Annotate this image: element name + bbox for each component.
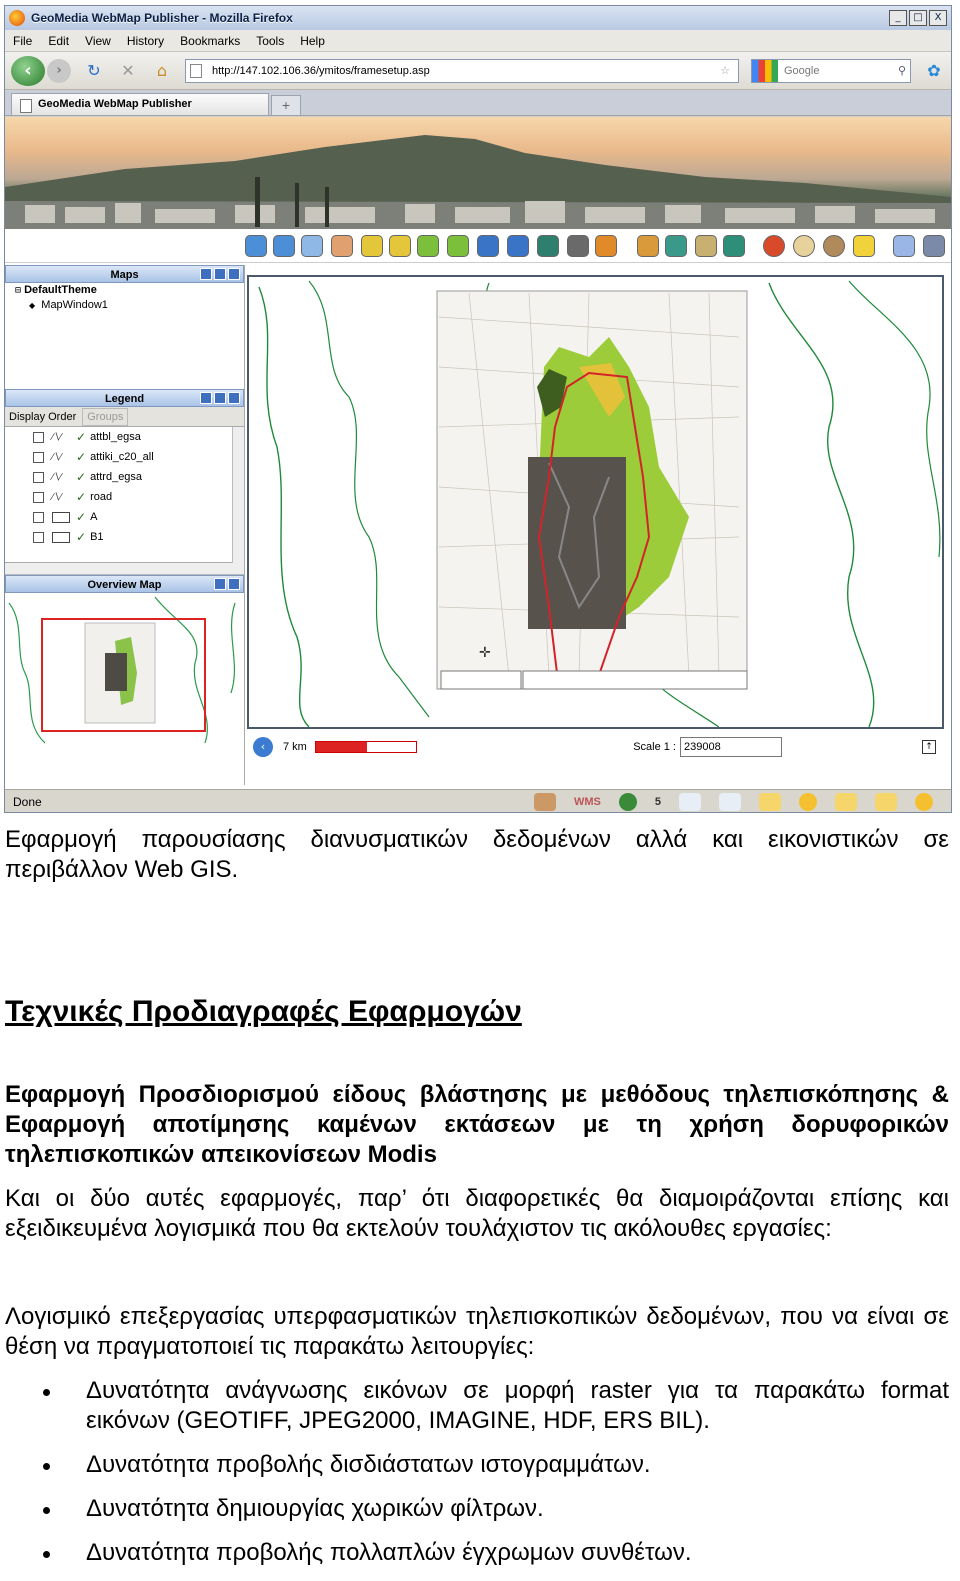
weather-sun-icon[interactable] bbox=[915, 793, 933, 811]
wms-status[interactable]: WMS bbox=[573, 795, 601, 808]
layer-visibility-checkbox[interactable] bbox=[33, 532, 44, 543]
minimize-panel-icon[interactable] bbox=[214, 578, 226, 590]
line-symbol-icon: ∕∖∕ bbox=[52, 491, 62, 503]
search-placeholder: Google bbox=[784, 64, 820, 77]
close-panel-icon[interactable] bbox=[228, 268, 240, 280]
subsection-heading: Εφαρμογή Προσδιορισμού είδους βλάστησης με μεθόδους τηλεπισκόπησης & Εφαρμογή αποτίμησης καμένων εκτάσεων με τη χρήση δορυφορικών τηλεπισκοπικών απεικονίσεων Modis bbox=[5, 1081, 949, 1168]
legend-vertical-scrollbar[interactable] bbox=[232, 427, 244, 563]
paragraph-2: Λογισμικό επεξεργασίας υπερφασματικών τηλεπισκοπικών δεδομένων, που να είναι σε θέση να πραγματοποιεί τις παρακάτω λειτουργίες: bbox=[5, 1303, 949, 1360]
weather-sun-icon[interactable] bbox=[799, 793, 817, 811]
zoom-in-icon[interactable] bbox=[245, 235, 267, 257]
line-symbol-icon: ∕∖∕ bbox=[52, 451, 62, 463]
legend-item-label: attiki_c20_all bbox=[90, 451, 154, 463]
section-heading: Τεχνικές Προδιαγραφές Εφαρμογών bbox=[5, 995, 522, 1028]
legend-panel-buttons bbox=[198, 392, 240, 404]
legend-item[interactable] bbox=[5, 427, 244, 447]
checkmark-icon: ✓ bbox=[76, 430, 87, 444]
url-text: http://147.102.106.36/ymitos/framesetup.asp bbox=[212, 64, 430, 77]
legend-item[interactable] bbox=[5, 467, 244, 487]
maximize-button[interactable]: □ bbox=[909, 10, 927, 26]
zoom-out-icon[interactable] bbox=[273, 235, 295, 257]
home-icon[interactable]: ⌂ bbox=[156, 60, 168, 80]
layer-visibility-checkbox[interactable] bbox=[33, 452, 44, 463]
list-item: Δυνατότητα δημιουργίας χωρικών φίλτρων. bbox=[5, 1494, 949, 1524]
back-button[interactable]: ‹ bbox=[11, 56, 45, 86]
label-icon[interactable] bbox=[893, 235, 915, 257]
export-icon[interactable] bbox=[923, 235, 945, 257]
edit-icon[interactable] bbox=[417, 235, 439, 257]
notes-icon[interactable] bbox=[853, 235, 875, 257]
area-symbol-icon bbox=[52, 512, 70, 523]
menu-view[interactable]: View bbox=[85, 33, 111, 48]
overview-map[interactable] bbox=[5, 593, 244, 753]
legend-list bbox=[5, 427, 244, 563]
legend-item-label: road bbox=[90, 491, 113, 503]
area-symbol-icon bbox=[52, 532, 70, 543]
requirements-list bbox=[5, 1376, 949, 1581]
overview-panel-buttons bbox=[212, 578, 240, 590]
layer-visibility-checkbox[interactable] bbox=[33, 492, 44, 503]
menu-bookmarks[interactable]: Bookmarks bbox=[180, 33, 241, 48]
navigation-toolbar bbox=[5, 52, 951, 90]
legend-panel-title: Legend bbox=[104, 393, 145, 405]
buffer-icon[interactable] bbox=[665, 235, 687, 257]
scroll-up-icon[interactable]: ↑ bbox=[922, 740, 936, 754]
page-icon bbox=[190, 64, 202, 78]
print-icon[interactable] bbox=[567, 235, 589, 257]
browser-screenshot bbox=[4, 5, 952, 813]
scale-bar bbox=[315, 741, 417, 753]
figure-caption: Εφαρμογή παρουσίασης διανυσματικών δεδομένων αλλά και εικονιστικών σε περιβάλλον Web GIS. bbox=[5, 826, 949, 883]
list-item: Δυνατότητα ανάγνωσης εικόνων σε μορφή raster για τα παρακάτω format εικόνων (GEOTIFF, JPEG2000, IMAGINE, HDF, ERS BIL). bbox=[5, 1376, 949, 1436]
search-icon[interactable]: ⚲ bbox=[897, 64, 906, 77]
stop-icon[interactable]: ✕ bbox=[121, 60, 135, 80]
list-item: Δυνατότητα προβολής δισδιάστατων ιστογραμμάτων. bbox=[5, 1450, 949, 1480]
counter-status: 5 bbox=[654, 795, 661, 808]
weather-sun-cloud-icon[interactable] bbox=[835, 793, 857, 811]
theme-pie-icon[interactable] bbox=[823, 235, 845, 257]
theme-globe-icon[interactable] bbox=[793, 235, 815, 257]
checkmark-icon: ✓ bbox=[76, 470, 87, 484]
checkmark-icon: ✓ bbox=[76, 450, 87, 464]
map-window-label: MapWindow1 bbox=[41, 299, 108, 311]
line-symbol-icon: ∕∖∕ bbox=[52, 431, 62, 443]
minimize-panel-icon[interactable] bbox=[200, 268, 212, 280]
layer-visibility-checkbox[interactable] bbox=[33, 432, 44, 443]
checkmark-icon: ✓ bbox=[76, 530, 87, 544]
collapse-icon[interactable]: ⊟ bbox=[15, 285, 22, 296]
weather-cloud-icon[interactable] bbox=[719, 793, 741, 811]
minimize-button[interactable]: _ bbox=[889, 10, 907, 26]
maps-panel-header bbox=[5, 265, 244, 283]
tab-groups[interactable]: Groups bbox=[82, 408, 128, 426]
menu-tools[interactable]: Tools bbox=[256, 33, 285, 48]
layer-visibility-checkbox[interactable] bbox=[33, 512, 44, 523]
clock-icon[interactable] bbox=[619, 793, 637, 811]
status-bar bbox=[5, 789, 951, 813]
legend-item[interactable] bbox=[5, 447, 244, 467]
menu-help[interactable]: Help bbox=[300, 33, 325, 48]
search-box[interactable] bbox=[751, 59, 911, 83]
map-toolbar bbox=[5, 229, 951, 263]
legend-panel-header bbox=[5, 389, 244, 407]
legend-tabs bbox=[5, 407, 244, 427]
measure-icon[interactable] bbox=[637, 235, 659, 257]
list-item: Δυνατότητα προβολής πολλαπλών έγχρωμων συνθέτων. bbox=[5, 1538, 949, 1568]
new-tab-button[interactable]: + bbox=[271, 95, 301, 115]
overview-panel-title: Overview Map bbox=[87, 579, 162, 591]
maps-panel-buttons bbox=[198, 268, 240, 280]
menu-edit[interactable]: Edit bbox=[48, 33, 70, 48]
scale-distance: 7 km bbox=[283, 741, 307, 753]
theme-red-icon[interactable] bbox=[763, 235, 785, 257]
tree-theme[interactable] bbox=[5, 283, 244, 298]
reload-icon[interactable]: ↻ bbox=[87, 60, 101, 80]
mountain-banner-image bbox=[5, 117, 951, 229]
legend-item[interactable] bbox=[5, 527, 244, 547]
legend-item-label: attbl_egsa bbox=[90, 431, 141, 443]
map-frame-icon[interactable] bbox=[723, 235, 745, 257]
svg-text:✛: ✛ bbox=[479, 645, 491, 661]
tab-bar bbox=[5, 90, 951, 116]
addon-status-icon[interactable] bbox=[534, 793, 556, 811]
menu-history[interactable]: History bbox=[126, 33, 165, 48]
restore-panel-icon[interactable] bbox=[214, 268, 226, 280]
legend-item[interactable] bbox=[5, 507, 244, 527]
pan-icon[interactable] bbox=[331, 235, 353, 257]
google-icon bbox=[752, 60, 778, 82]
legend-item-label: A bbox=[90, 511, 98, 523]
checkmark-icon: ✓ bbox=[76, 510, 87, 524]
weather-cloud-icon[interactable] bbox=[679, 793, 701, 811]
maps-panel-body bbox=[5, 313, 244, 389]
restore-panel-icon[interactable] bbox=[214, 392, 226, 404]
theme-label: DefaultTheme bbox=[24, 284, 97, 296]
checkmark-icon: ✓ bbox=[76, 490, 87, 504]
maps-panel-title: Maps bbox=[110, 269, 139, 281]
address-bar[interactable] bbox=[185, 59, 739, 83]
fit-selection-icon[interactable] bbox=[507, 235, 529, 257]
close-button[interactable]: X bbox=[929, 10, 947, 26]
zoom-window-icon[interactable] bbox=[301, 235, 323, 257]
legend-horizontal-scrollbar[interactable] bbox=[5, 563, 244, 575]
main-map[interactable] bbox=[247, 275, 944, 729]
tab-display-order[interactable]: Display Order bbox=[9, 410, 77, 423]
tree-map-window[interactable] bbox=[5, 298, 244, 313]
draw-icon[interactable] bbox=[447, 235, 469, 257]
legend-item[interactable] bbox=[5, 487, 244, 507]
window-titlebar bbox=[5, 6, 951, 30]
previous-view-icon[interactable]: ‹ bbox=[253, 737, 273, 757]
scale-input[interactable]: 239008 bbox=[680, 737, 782, 757]
addon-icon[interactable]: ✿ bbox=[927, 60, 941, 80]
bookmark-star-icon[interactable]: ☆ bbox=[720, 64, 730, 77]
minimize-panel-icon[interactable] bbox=[200, 392, 212, 404]
select-icon[interactable] bbox=[361, 235, 383, 257]
fit-all-icon[interactable] bbox=[477, 235, 499, 257]
forward-button[interactable]: › bbox=[47, 59, 71, 83]
status-text: Done bbox=[13, 794, 42, 809]
search-map-icon[interactable] bbox=[695, 235, 717, 257]
left-panel bbox=[5, 265, 245, 785]
scale-bar-row bbox=[247, 731, 944, 763]
close-panel-icon[interactable] bbox=[228, 392, 240, 404]
legend-item-label: B1 bbox=[90, 531, 104, 543]
legend-item-label: attrd_egsa bbox=[90, 471, 143, 483]
paragraph-1: Και οι δύο αυτές εφαρμογές, παρ’ ότι διαφορετικές θα διαμοιράζονται επίσης και εξειδικευμένα λογισμικά που θα εκτελούν τουλάχιστον τις ακόλουθες εργασίες: bbox=[5, 1185, 949, 1242]
tab-geomedia[interactable]: GeoMedia WebMap Publisher bbox=[11, 93, 269, 115]
overview-panel-header bbox=[5, 575, 244, 593]
layers-icon[interactable] bbox=[537, 235, 559, 257]
webgis-page bbox=[5, 117, 951, 789]
window-title: GeoMedia WebMap Publisher - Mozilla Firefox bbox=[31, 11, 293, 25]
bullet-icon: ◆ bbox=[29, 301, 36, 310]
line-symbol-icon: ∕∖∕ bbox=[52, 471, 62, 483]
weather-sun-cloud-icon[interactable] bbox=[875, 793, 897, 811]
firefox-icon bbox=[9, 10, 25, 26]
weather-sun-cloud-icon[interactable] bbox=[759, 793, 781, 811]
close-panel-icon[interactable] bbox=[228, 578, 240, 590]
scale-label: Scale 1 : bbox=[633, 741, 676, 753]
menu-file[interactable]: File bbox=[13, 33, 33, 48]
layer-visibility-checkbox[interactable] bbox=[33, 472, 44, 483]
identify-icon[interactable] bbox=[389, 235, 411, 257]
legend-items bbox=[5, 427, 244, 547]
refresh-map-icon[interactable] bbox=[595, 235, 617, 257]
menu-bar bbox=[5, 30, 951, 52]
